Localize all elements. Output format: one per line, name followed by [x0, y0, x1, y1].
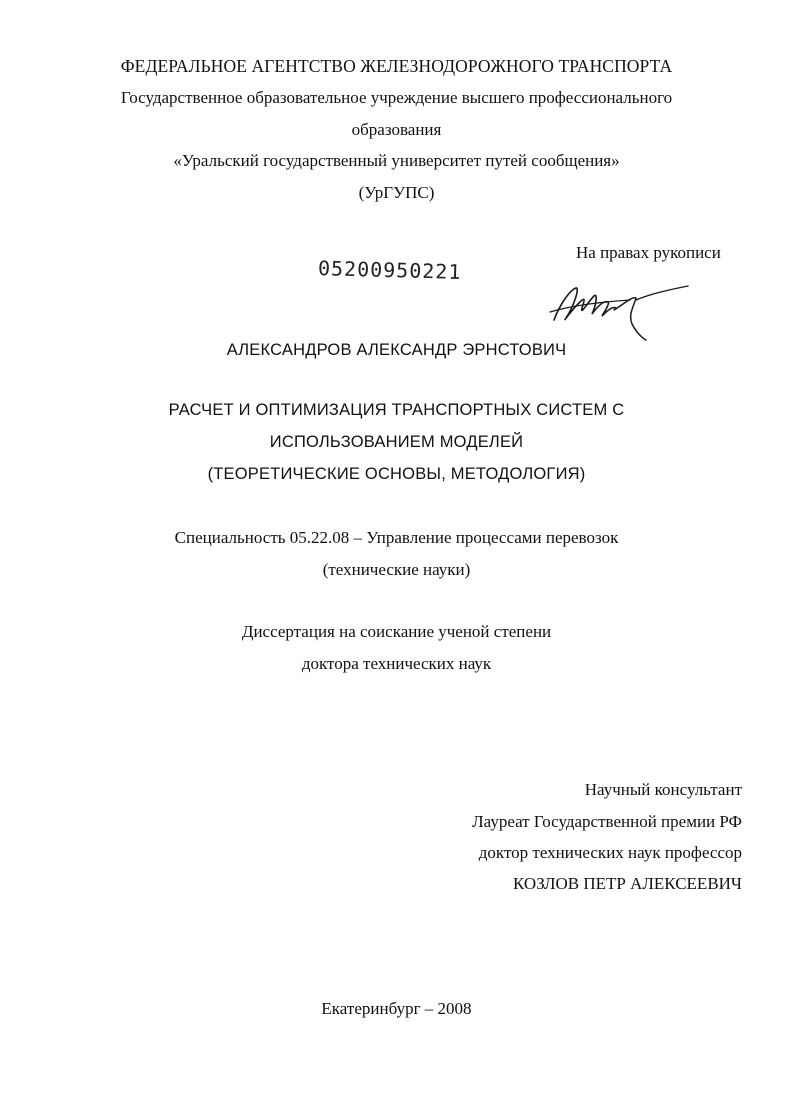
specialty-line-2: (технические науки) [322, 560, 471, 579]
place-and-year: Екатеринбург – 2008 [321, 999, 472, 1018]
dissertation-line-1: Диссертация на соискание ученой степени [241, 622, 552, 641]
consultant-name: КОЗЛОВ ПЕТР АЛЕКСЕЕВИЧ [513, 874, 742, 893]
consultant-award: Лауреат Государственной премии РФ [472, 812, 742, 831]
institution-line-1: Государственное образовательное учреждение высшего профессионального [120, 88, 673, 107]
title-line-2: ИСПОЛЬЗОВАНИЕМ МОДЕЛЕЙ [269, 433, 524, 451]
manuscript-note: На правах рукописи [576, 243, 721, 262]
signature-icon [540, 276, 700, 342]
university-abbreviation: (УрГУПС) [358, 183, 435, 202]
dissertation-line-2: доктора технических наук [301, 654, 492, 673]
author-name: АЛЕКСАНДРОВ АЛЕКСАНДР ЭРНСТОВИЧ [226, 341, 567, 359]
agency-name: ФЕДЕРАЛЬНОЕ АГЕНТСТВО ЖЕЛЕЗНОДОРОЖНОГО ТРАНСПОРТА [120, 56, 673, 76]
institution-line-2: образования [351, 120, 442, 139]
archive-stamp-number: 05200950221 [317, 256, 462, 284]
title-line-1: РАСЧЕТ И ОПТИМИЗАЦИЯ ТРАНСПОРТНЫХ СИСТЕМ С [168, 401, 625, 419]
title-line-3: (ТЕОРЕТИЧЕСКИЕ ОСНОВЫ, МЕТОДОЛОГИЯ) [207, 465, 586, 483]
specialty-line-1: Специальность 05.22.08 – Управление процессами перевозок [174, 528, 619, 547]
university-name: «Уральский государственный университет путей сообщения» [173, 151, 620, 170]
consultant-role: Научный консультант [584, 780, 742, 799]
consultant-degree: доктор технических наук профессор [478, 843, 742, 862]
